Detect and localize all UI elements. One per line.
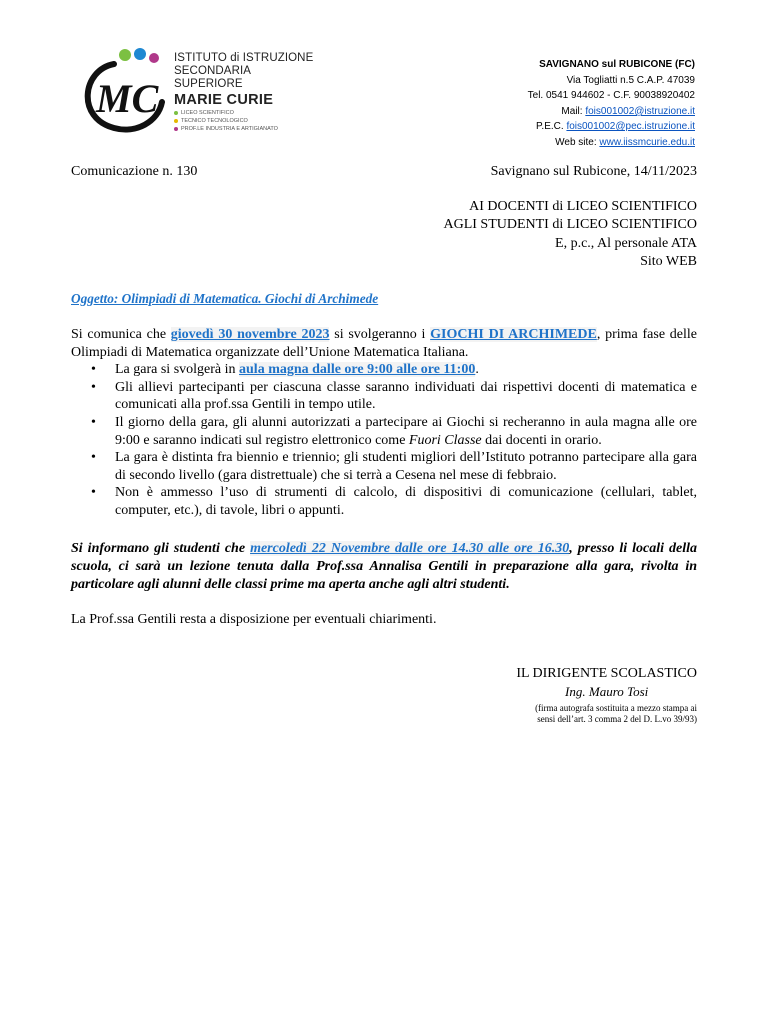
logo-line-1: ISTITUTO di ISTRUZIONE bbox=[174, 52, 314, 64]
signature-note: (firma autografa sostituita a mezzo stampa ai sensi dell’art. 3 comma 2 del D. L.vo 39/93) bbox=[535, 703, 697, 724]
signature-block bbox=[516, 665, 697, 725]
school-logo bbox=[74, 46, 314, 138]
logo-sub-2: TECNICO TECNOLOGICO bbox=[181, 118, 248, 124]
recipients-block bbox=[443, 198, 697, 271]
recipient-2: AGLI STUDENTI di LICEO SCIENTIFICO bbox=[443, 217, 697, 233]
logo-line-2: SECONDARIA SUPERIORE bbox=[174, 65, 251, 90]
lesson-date-highlight: mercoledì 22 Novembre dalle ore 14.30 alle ore 16.30 bbox=[250, 541, 570, 556]
logo-line-3: MARIE CURIE bbox=[174, 92, 274, 108]
intro-paragraph: Si comunica che giovedì 30 novembre 2023 si svolgeranno i GIOCHI DI ARCHIMEDE, prima fase delle Olimpiadi di Matematica organizzate dell’Unione Matematica Italiana. bbox=[71, 327, 698, 360]
logo-sub-3: PROF.LE INDUSTRIA E ARTIGIANATO bbox=[181, 126, 278, 132]
signature-title: IL DIRIGENTE SCOLASTICO bbox=[516, 666, 697, 681]
list-item: • Il giorno della gara, gli alunni autorizzati a partecipare ai Giochi si recheranno in aula magna alle ore 9:00 e saranno indicati sul registro elettronico come Fuori Classe dai docenti in orario. bbox=[115, 414, 697, 449]
contact-city: SAVIGNANO sul RUBICONE (FC) bbox=[539, 59, 695, 70]
subject-line: Oggetto: Olimpiadi di Matematica. Giochi di Archimede bbox=[71, 291, 379, 306]
body-text bbox=[71, 326, 697, 520]
date-highlight: giovedì 30 novembre 2023 bbox=[170, 327, 330, 342]
closing-line: La Prof.ssa Gentili resta a disposizione per eventuali chiarimenti. bbox=[71, 612, 437, 627]
recipient-3: E, p.c., Al personale ATA bbox=[555, 235, 697, 251]
list-item: • La gara è distinta fra biennio e triennio; gli studenti migliori dell’Istituto potranno partecipare alla gara di secondo livello (gara distrettuale) che si terrà a Cesena nel mese di febbraio. bbox=[115, 449, 697, 484]
logo-sub-1: LICEO SCIENTIFICO bbox=[181, 110, 234, 116]
recipient-4: Sito WEB bbox=[640, 253, 697, 269]
mc-monogram-icon bbox=[74, 46, 174, 138]
event-highlight: GIOCHI DI ARCHIMEDE bbox=[430, 327, 597, 342]
signature-name: Ing. Mauro Tosi bbox=[565, 684, 649, 699]
list-item: • Non è ammesso l’uso di strumenti di calcolo, di dispositivi di comunicazione (cellulari, tablet, computer, etc.), di tavole, libri o appunti. bbox=[115, 484, 697, 519]
meta-row bbox=[71, 164, 697, 180]
location-time-highlight: aula magna dalle ore 9:00 alle ore 11:00 bbox=[239, 362, 476, 378]
mail-link[interactable]: fois001002@istruzione.it bbox=[585, 105, 695, 117]
pec-link[interactable]: fois001002@pec.istruzione.it bbox=[566, 121, 695, 133]
list-item: • Gli allievi partecipanti per ciascuna classe saranno individuati dai rispettivi docenti di matematica e comunicati alla prof.ssa Gentili in tempo utile. bbox=[115, 379, 697, 414]
comunicazione-number: Comunicazione n. 130 bbox=[71, 164, 198, 179]
contact-phone: Tel. 0541 944602 - C.F. 90038920402 bbox=[527, 90, 695, 102]
list-item: • La gara si svolgerà in aula magna dalle ore 9:00 alle ore 11:00. bbox=[115, 361, 697, 379]
recipient-1: AI DOCENTI di LICEO SCIENTIFICO bbox=[469, 199, 697, 214]
contact-address: Via Togliatti n.5 C.A.P. 47039 bbox=[566, 74, 695, 86]
place-date: Savignano sul Rubicone, 14/11/2023 bbox=[490, 164, 697, 179]
website-link[interactable]: www.iissmcurie.edu.it bbox=[599, 136, 695, 148]
bullet-list bbox=[71, 361, 697, 519]
lesson-notice: Si informano gli studenti che mercoledì 22 Novembre dalle ore 14.30 alle ore 16.30, presso li locali della scuola, ci sarà un lezione tenuta dalla Prof.ssa Annalisa Gentili in preparazione alla gara, rivolta in particolare agli alunni delle classi prime ma aperta anche agli altri studenti. bbox=[71, 541, 697, 592]
contact-block: SAVIGNANO sul RUBICONE (FC) Via Togliatti n.5 C.A.P. 47039 Tel. 0541 944602 - C.F. 90038920402 Mail: fois001002@istruzione.it P.E.C. fois001002@pec.istruzione.it Web site: www.iissmcurie.edu.it bbox=[527, 59, 695, 148]
svg-text:MC: MC bbox=[96, 76, 159, 121]
